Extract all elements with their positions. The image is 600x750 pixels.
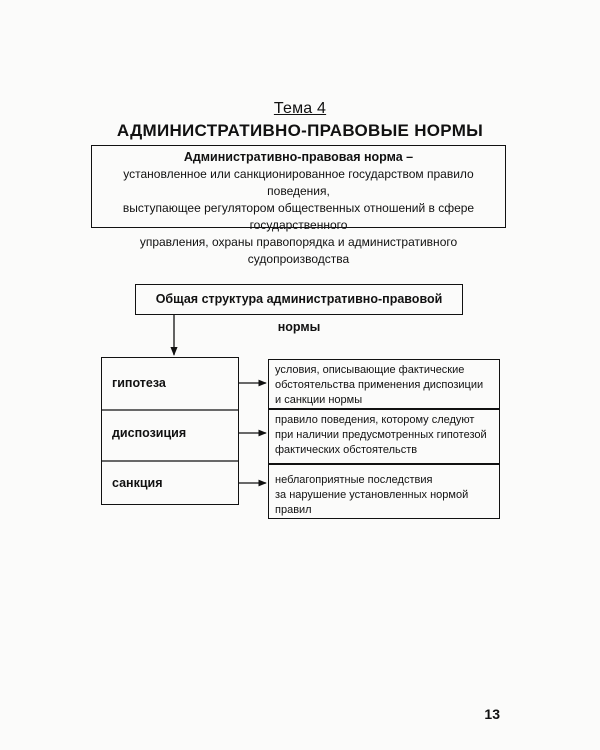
description-line: условия, описывающие фактические: [275, 364, 465, 376]
description-line: за нарушение установленных нормой правил: [275, 489, 469, 516]
description-line: правило поведения, которому следуют: [275, 414, 475, 426]
topic-label: Тема 4: [273, 100, 327, 117]
page-number: 13: [484, 706, 500, 722]
description-line: при наличии предусмотренных гипотезой: [275, 429, 487, 441]
definition-dash: –: [402, 150, 414, 164]
description-box-disposition: [268, 409, 500, 464]
description-line: и санкции нормы: [275, 394, 363, 406]
definition-text-line: управления, охраны правопорядка и административного судопроизводства: [139, 235, 458, 266]
element-label-disposition: диспозиция: [112, 426, 187, 440]
description-box-sanction: [268, 464, 500, 519]
page-title: АДМИНИСТРАТИВНО-ПРАВОВЫЕ НОРМЫ: [116, 121, 484, 140]
description-line: фактических обстоятельств: [275, 444, 418, 456]
definition-text-line: установленное или санкционированное государством правило поведения,: [123, 167, 474, 198]
description-box-hypothesis: [268, 359, 500, 409]
description-line: неблагоприятные последствия: [275, 474, 433, 486]
description-line: обстоятельства применения диспозиции: [275, 379, 484, 391]
definition-text-line: выступающее регулятором общественных отношений в сфере государственного: [122, 201, 475, 232]
element-label-sanction: санкция: [112, 476, 163, 490]
element-label-hypothesis: гипотеза: [112, 376, 166, 390]
structure-title-box: Общая структура административно-правовой нормы: [135, 284, 463, 315]
definition-term: Административно-правовая норма: [183, 150, 403, 164]
